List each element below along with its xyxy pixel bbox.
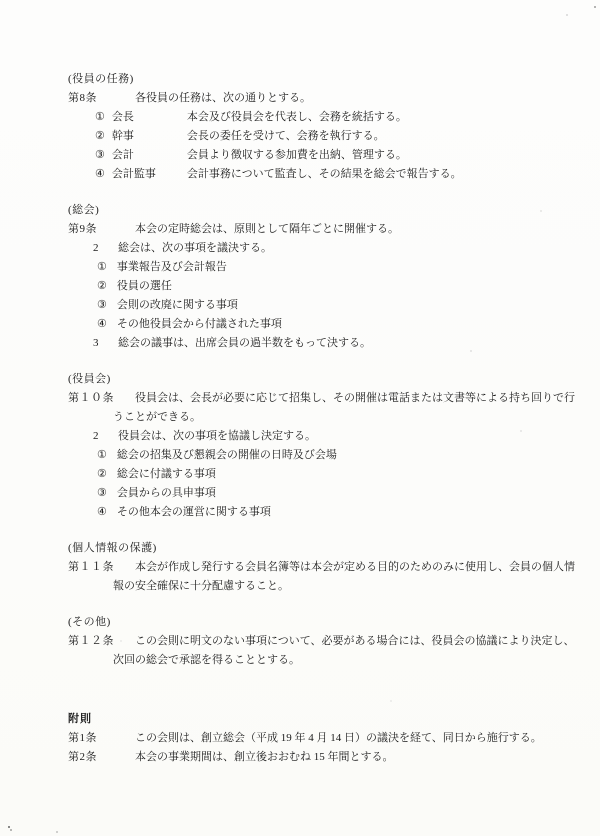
article-line — [68, 729, 576, 748]
article-text: 本会が作成し発行する会員名簿等は本会が定める目的のためのみに使用し、会員の個人情 — [135, 561, 575, 573]
list-item — [68, 465, 576, 484]
role-description: 本会及び役員会を代表し、会務を統括する。 — [186, 111, 407, 123]
continuation-text: 報の安全確保に十分配慮すること。 — [113, 580, 289, 592]
sub-clause-line — [68, 427, 576, 446]
article-line — [68, 558, 576, 577]
article-line — [68, 220, 576, 239]
section-general-meeting — [68, 201, 576, 353]
continuation-line — [68, 577, 576, 596]
heading-text: (その他) — [68, 616, 111, 628]
section-personal-information-protection — [68, 539, 576, 596]
section-heading — [68, 370, 576, 389]
list-item-text: 総会に付議する事項 — [116, 468, 216, 480]
list-item-number: ② — [97, 468, 107, 480]
list-item — [68, 484, 576, 503]
role-name: 会計監事 — [111, 168, 156, 180]
article-line — [68, 632, 576, 651]
article-text: 本会の事業期間は、創立後おおむね 15 年間とする。 — [135, 751, 394, 763]
article-line — [68, 748, 576, 767]
scan-noise-specks — [0, 0, 2, 2]
sub-clause-text: 総会の議事は、出席会員の過半数をもって決する。 — [118, 337, 371, 349]
list-item-number: ① — [97, 449, 107, 461]
list-item — [68, 258, 576, 277]
continuation-text: うことができる。 — [113, 411, 201, 423]
section-heading — [68, 613, 576, 632]
list-item — [68, 296, 576, 315]
article-line — [68, 89, 576, 108]
list-item-text: その他役員会から付議された事項 — [116, 318, 282, 330]
article-number: 第8条 — [68, 92, 97, 104]
article-number: 第１０条 — [68, 392, 114, 404]
article-text: この会則に明文のない事項について、必要がある場合には、役員会の協議により決定し、 — [135, 635, 575, 647]
heading-text: (役員の任務) — [68, 73, 134, 85]
list-item-text: 会則の改廃に関する事項 — [116, 299, 238, 311]
article-text: この会則は、創立総会（平成 19 年 4 月 14 日）の議決を経て、同日から施行する。 — [135, 732, 542, 744]
sub-clause-line — [68, 239, 576, 258]
list-item-text: 総会の招集及び懇親会の開催の日時及び会場 — [116, 449, 337, 461]
list-item — [68, 277, 576, 296]
list-item-text: 役員の選任 — [116, 280, 172, 292]
list-item — [68, 315, 576, 334]
list-item-number: ③ — [95, 149, 105, 161]
heading-text: (役員会) — [68, 373, 111, 385]
article-text: 本会の定時総会は、原則として隔年ごとに開催する。 — [135, 223, 399, 235]
role-list-item — [68, 165, 576, 184]
document-body — [68, 70, 576, 767]
role-list-item — [68, 127, 576, 146]
section-officer-duties — [68, 70, 576, 184]
article-number: 第1条 — [68, 732, 97, 744]
role-description: 会員より徴収する参加費を出納、管理する。 — [186, 149, 407, 161]
role-description: 会長の委任を受けて、会務を執行する。 — [186, 130, 385, 142]
continuation-text: 次回の総会で承認を得ることとする。 — [113, 654, 300, 666]
continuation-line — [68, 408, 576, 427]
list-item-number: ④ — [97, 318, 107, 330]
appendix-heading — [68, 710, 576, 729]
article-number: 第9条 — [68, 223, 97, 235]
list-item — [68, 503, 576, 522]
list-item-number: ④ — [97, 506, 107, 518]
heading-text: 附則 — [68, 713, 92, 725]
role-name: 会長 — [111, 111, 134, 123]
article-number: 第１１条 — [68, 561, 114, 573]
sub-clause-text: 役員会は、次の事項を協議し決定する。 — [118, 430, 316, 442]
list-item-text: 会員からの具申事項 — [116, 487, 216, 499]
role-description: 会計事務について監査し、その結果を総会で報告する。 — [186, 168, 462, 180]
section-heading — [68, 70, 576, 89]
list-item-number: ③ — [97, 487, 107, 499]
list-item-number: ② — [97, 280, 107, 292]
section-supplementary-provisions — [68, 710, 576, 767]
sub-clause-number: 2 — [93, 242, 99, 254]
list-item-number: ④ — [95, 168, 105, 180]
sub-clause-number: 2 — [93, 430, 99, 442]
list-item-number: ① — [95, 111, 105, 123]
list-item-number: ① — [97, 261, 107, 273]
heading-text: (個人情報の保護) — [68, 542, 157, 554]
sub-clause-line — [68, 334, 576, 353]
section-miscellaneous — [68, 613, 576, 670]
role-list-item — [68, 146, 576, 165]
role-name: 会計 — [111, 149, 134, 161]
sub-clause-number: 3 — [93, 337, 99, 349]
article-line — [68, 389, 576, 408]
list-item-number: ② — [95, 130, 105, 142]
article-number: 第１２条 — [68, 635, 114, 647]
role-list-item — [68, 108, 576, 127]
list-item-text: その他本会の運営に関する事項 — [116, 506, 271, 518]
article-text: 役員会は、会長が必要に応じて招集し、その開催は電話または文書等による持ち回りで行 — [135, 392, 575, 404]
role-name: 幹事 — [111, 130, 134, 142]
section-heading — [68, 201, 576, 220]
sub-clause-text: 総会は、次の事項を議決する。 — [118, 242, 272, 254]
section-board-of-officers — [68, 370, 576, 522]
section-heading — [68, 539, 576, 558]
continuation-line — [68, 651, 576, 670]
list-item — [68, 446, 576, 465]
article-text: 各役員の任務は、次の通りとする。 — [135, 92, 311, 104]
list-item-number: ③ — [97, 299, 107, 311]
heading-text: (総会) — [68, 204, 100, 216]
list-item-text: 事業報告及び会計報告 — [116, 261, 227, 273]
article-number: 第2条 — [68, 751, 97, 763]
